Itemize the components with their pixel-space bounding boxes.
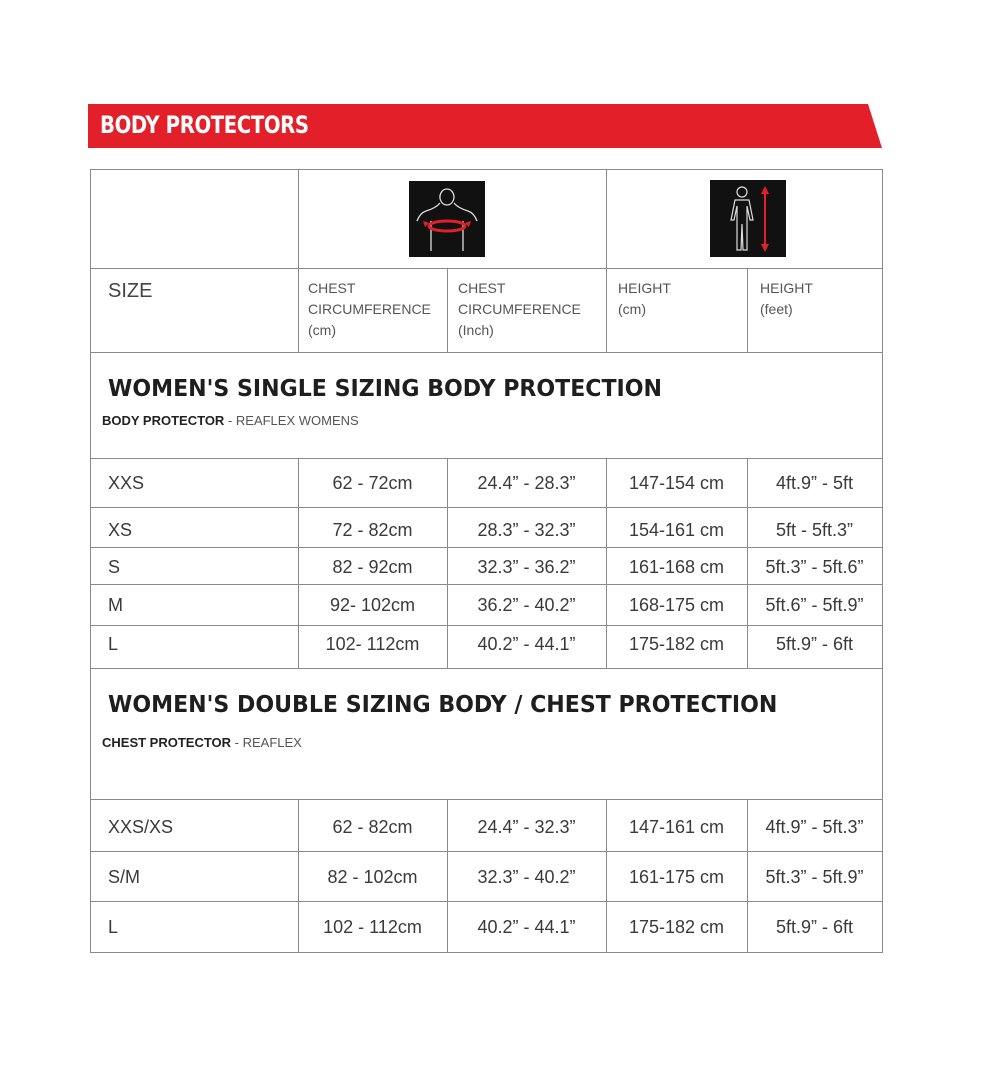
- section-subtitle: CHEST PROTECTOR - REAFLEX: [102, 735, 302, 750]
- section-title: WOMEN'S DOUBLE SIZING BODY / CHEST PROTECTION: [108, 692, 778, 718]
- height-measure-icon: [710, 180, 786, 257]
- chest-inch-column-header: CHEST CIRCUMFERENCE (Inch): [458, 280, 581, 338]
- section-banner: [88, 104, 882, 148]
- banner-title: BODY PROTECTORS: [100, 111, 309, 139]
- chest-measure-icon: [409, 181, 485, 257]
- size-chart-table: SIZE CHEST CIRCUMFERENCE (cm) CHEST CIRCUMFERENCE (Inch) HEIGHT (cm) HEIGHT (feet) WOMEN'S SINGLE SIZING BODY PROTECTION BODY PROTECTOR - REAFLEX WOMENS XXS 62 - 72cm 24.4” - 28.3” 147-154 cm 4ft.9” - 5ft XS 72 - 82cm 28.3” - 32.3” 154-161 cm 5ft - 5ft.3” S 82 - 92cm 32.3” - 36.2” 161-168 cm 5ft.3” - 5ft.6” M 92- 102cm 36.2” - 40.2” 168-175 cm 5ft.6” - 5ft.9” L 102- 112cm 40.2” - 44.1” 175-182 cm 5ft.9” - 6ft WOMEN'S DOUBLE SIZING BODY / CHEST PROTECTION CHEST PROTECTOR - REAFLEX XXS/XS 62 - 82cm 24.4” - 32.3” 147-161 cm 4ft.9” - 5ft.3” S/M 82 - 102cm 32.3” - 40.2” 161-175 cm 5ft.3” - 5ft.9” L 102 - 112cm 40.2” - 44.1” 175-182 cm 5ft.9” - 6ft: [90, 169, 883, 953]
- section-title: WOMEN'S SINGLE SIZING BODY PROTECTION: [108, 376, 663, 402]
- chest-cm-column-header: CHEST CIRCUMFERENCE (cm): [308, 280, 431, 338]
- height-feet-column-header: HEIGHT (feet): [760, 280, 813, 317]
- section-subtitle: BODY PROTECTOR - REAFLEX WOMENS: [102, 413, 359, 428]
- height-cm-column-header: HEIGHT (cm): [618, 280, 671, 317]
- size-column-header: SIZE: [108, 280, 153, 302]
